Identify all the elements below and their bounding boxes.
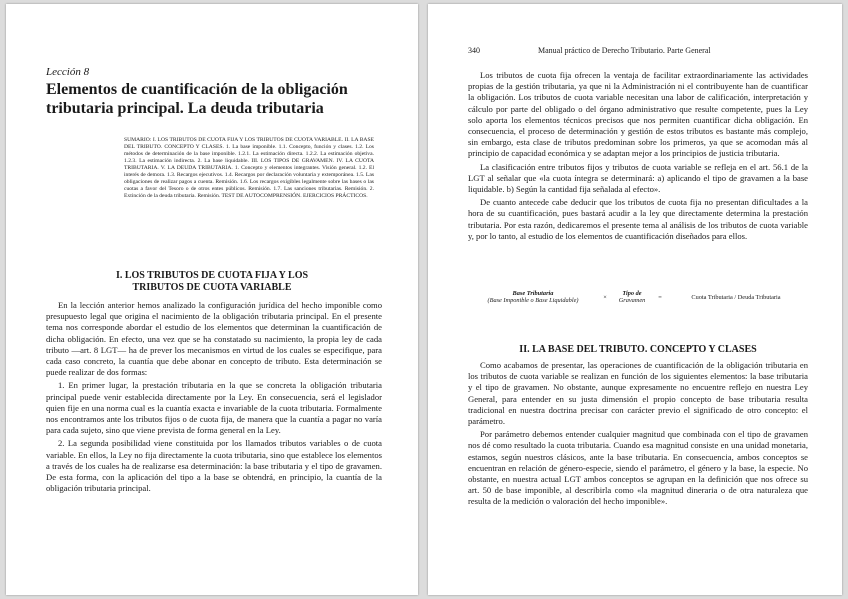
formula-equals: = (658, 294, 662, 301)
chapter-title: Elementos de cuantificación de la obligación tributaria principal. La deuda tributaria (46, 81, 348, 117)
paragraph: Por parámetro debemos entender cualquier magnitud que combinada con el tipo de gravamen nos dé como resultado la cuota tributaria. Cuando esa magnitud consiste en una unidad monetaria, estamos, según nuestros clásicos, ante la base tributaria. En consecuencia, ambos conceptos se encuentran en relación de género-especie, siendo el parámetro, el género y la base, la especie. No obstante, en nuestra actual LGT ambos conceptos se agrupan en la definición que nos ofrece su art. 50 de base imponible, al describirla como «la magnitud dineraria o de otra naturaleza que resulta de la medición o valoración del hecho imponible». (468, 429, 808, 507)
lesson-label: Lección 8 (46, 66, 90, 78)
formula-tipo-sub: Gravamen (618, 297, 646, 304)
right-body-top (468, 70, 808, 242)
paragraph: Como acabamos de presentar, las operaciones de cuantificación de la obligación tributaria en los tributos de cuota variable se realizan en función de los siguientes elementos: la base tributaria y el tipo de gravamen. No obstante, aunque expresamente no encuentre reflejo en nuestra Ley General, para entender en su justa dimensión el propio concepto de base tributaria resulta tradicional en nuestra doctrina precisar con carácter previo el significado de otro concepto: el parámetro. (468, 360, 808, 427)
right-body-bottom (468, 360, 808, 508)
left-page (6, 4, 418, 595)
paragraph: 2. La segunda posibilidad viene constituida por los llamados tributos variables o de cuota variable. En ellos, la Ley no fija directamente la cuota tributaria, sino que establece los elementos a través de los cuales ha de realizarse esa determinación: la base tributaria y el tipo de gravamen. De esta forma, con la aplicación del tipo a la base se obtendrá, en principio, la cuantía de la obligación tributaria principal. (46, 438, 382, 494)
paragraph: Los tributos de cuota fija ofrecen la ventaja de facilitar extraordinariamente las actividades propias de la gestión tributaria, ya que ni la Administración ni el contribuyente han de cuantificar la obligación. Los tributos de cuota variable necesitan una labor de calificación, interpretación y cálculo por parte del obligado o del órgano administrativo que resulte competente, pues la Ley solo aporta los elementos técnicos precisos que nos permiten cuantificar dicha obligación. En consecuencia, el proceso de determinación y gestión de estos tributos es bastante más complejo, sin embargo, esta clase de tributos predominan sobre los primeros, ya que se acomodan más al principio de capacidad económica y se adaptan mejor a los principios de justicia tributaria. (468, 70, 808, 159)
left-body (46, 300, 382, 494)
formula-base-label: Base Tributaria (512, 290, 554, 297)
section-title-2: II. LA BASE DEL TRIBUTO. CONCEPTO Y CLASES (519, 344, 757, 355)
formula (468, 290, 808, 312)
paragraph: De cuanto antecede cabe deducir que los tributos de cuota fija no presentan dificultades a la hora de su cuantificación, pues bastará acudir a la ley que directamente determina la prestación tributaria. Por esta razón, dedicaremos el presente tema al análisis de los tributos de cuota variable y, por lo tanto, al estudio de los elementos de cuantificación diseñados para ellos. (468, 197, 808, 241)
page-number: 340 (468, 46, 480, 55)
paragraph: En la lección anterior hemos analizado la configuración jurídica del hecho imponible como presupuesto legal que origina el nacimiento de la obligación tributaria principal. En el presente tema nos corresponde abordar el estudio de los elementos que determinan la cuantificación de dicha obligación. En efecto, una vez que se ha constatado su nacimiento, la propia ley de cada tributo —art. 8 LGT— ha de prever los mecanismos en virtud de los cuales se especifique, para cada caso concreto, la cuantía que debe abonar en concepto de tributo. Esta determinación se puede realizar de dos formas: (46, 300, 382, 378)
formula-tipo-label: Tipo de (622, 290, 642, 297)
paragraph: La clasificación entre tributos fijos y tributos de cuota variable se refleja en el art. 56.1 de la LGT al señalar que «la cuota íntegra se determinará: a) aplicando el tipo de gravamen a la base liquidable. b) Según la cantidad fija señalada al efecto». (468, 161, 808, 195)
paragraph: 1. En primer lugar, la prestación tributaria en la que se concreta la obligación tributaria principal puede venir establecida directamente por la Ley. En consecuencia, será el legislador quien fije en una norma cual es la cuantía exacta e invariable de la cuota tributaria. Formalmente nos encontramos ante los tributos fijos o de cuota fija, de manera que la cuantía a pagar no varía para cada sujeto, sino que viene prevista de forma general en la Ley. (46, 380, 382, 436)
formula-result: Cuota Tributaria / Deuda Tributaria (691, 294, 781, 301)
formula-base-sub: (Base Imponible o Base Liquidable) (487, 297, 579, 304)
formula-times: × (603, 294, 607, 301)
running-head: Manual práctico de Derecho Tributario. Parte General (538, 46, 711, 55)
chapter-summary: SUMARIO: I. LOS TRIBUTOS DE CUOTA FIJA Y LOS TRIBUTOS DE CUOTA VARIABLE. II. LA BASE DEL TRIBUTO. CONCEPTO Y CLASES. 1. La base imponible. 1.1. Concepto, función y clases. 1.2. Los métodos de determinación de la base imponible. 1.2.1. La estimación directa. 1.2.2. La estimación objetiva. 1.2.3. La estimación indirecta. 2. La base liquidable. III. LOS TIPOS DE GRAVAMEN. IV. LA CUOTA TRIBUTARIA. V. LA DEUDA TRIBUTARIA. 1. Concepto y elementos integrantes. Visión general. 1.2. El interés de demora. 1.3. Recargos ejecutivos. 1.4. Recargos por declaración voluntaria y extemporánea. 1.5. Las obligaciones de realizar pagos a cuenta. Remisión. 1.6. Los recargos exigibles legalmente sobre las bases o las cuotas a favor del Tesoro o de otros entes públicos. Remisión. 1.7. Las sanciones tributarias. Remisión. 2. Extinción de la deuda tributaria. Remisión. TEST DE AUTOCOMPRENSIÓN. EJERCICIOS PRÁCTICOS. (124, 137, 374, 199)
section-title-1: I. LOS TRIBUTOS DE CUOTA FIJA Y LOS TRIBUTOS DE CUOTA VARIABLE (115, 270, 309, 293)
right-page (428, 4, 842, 595)
